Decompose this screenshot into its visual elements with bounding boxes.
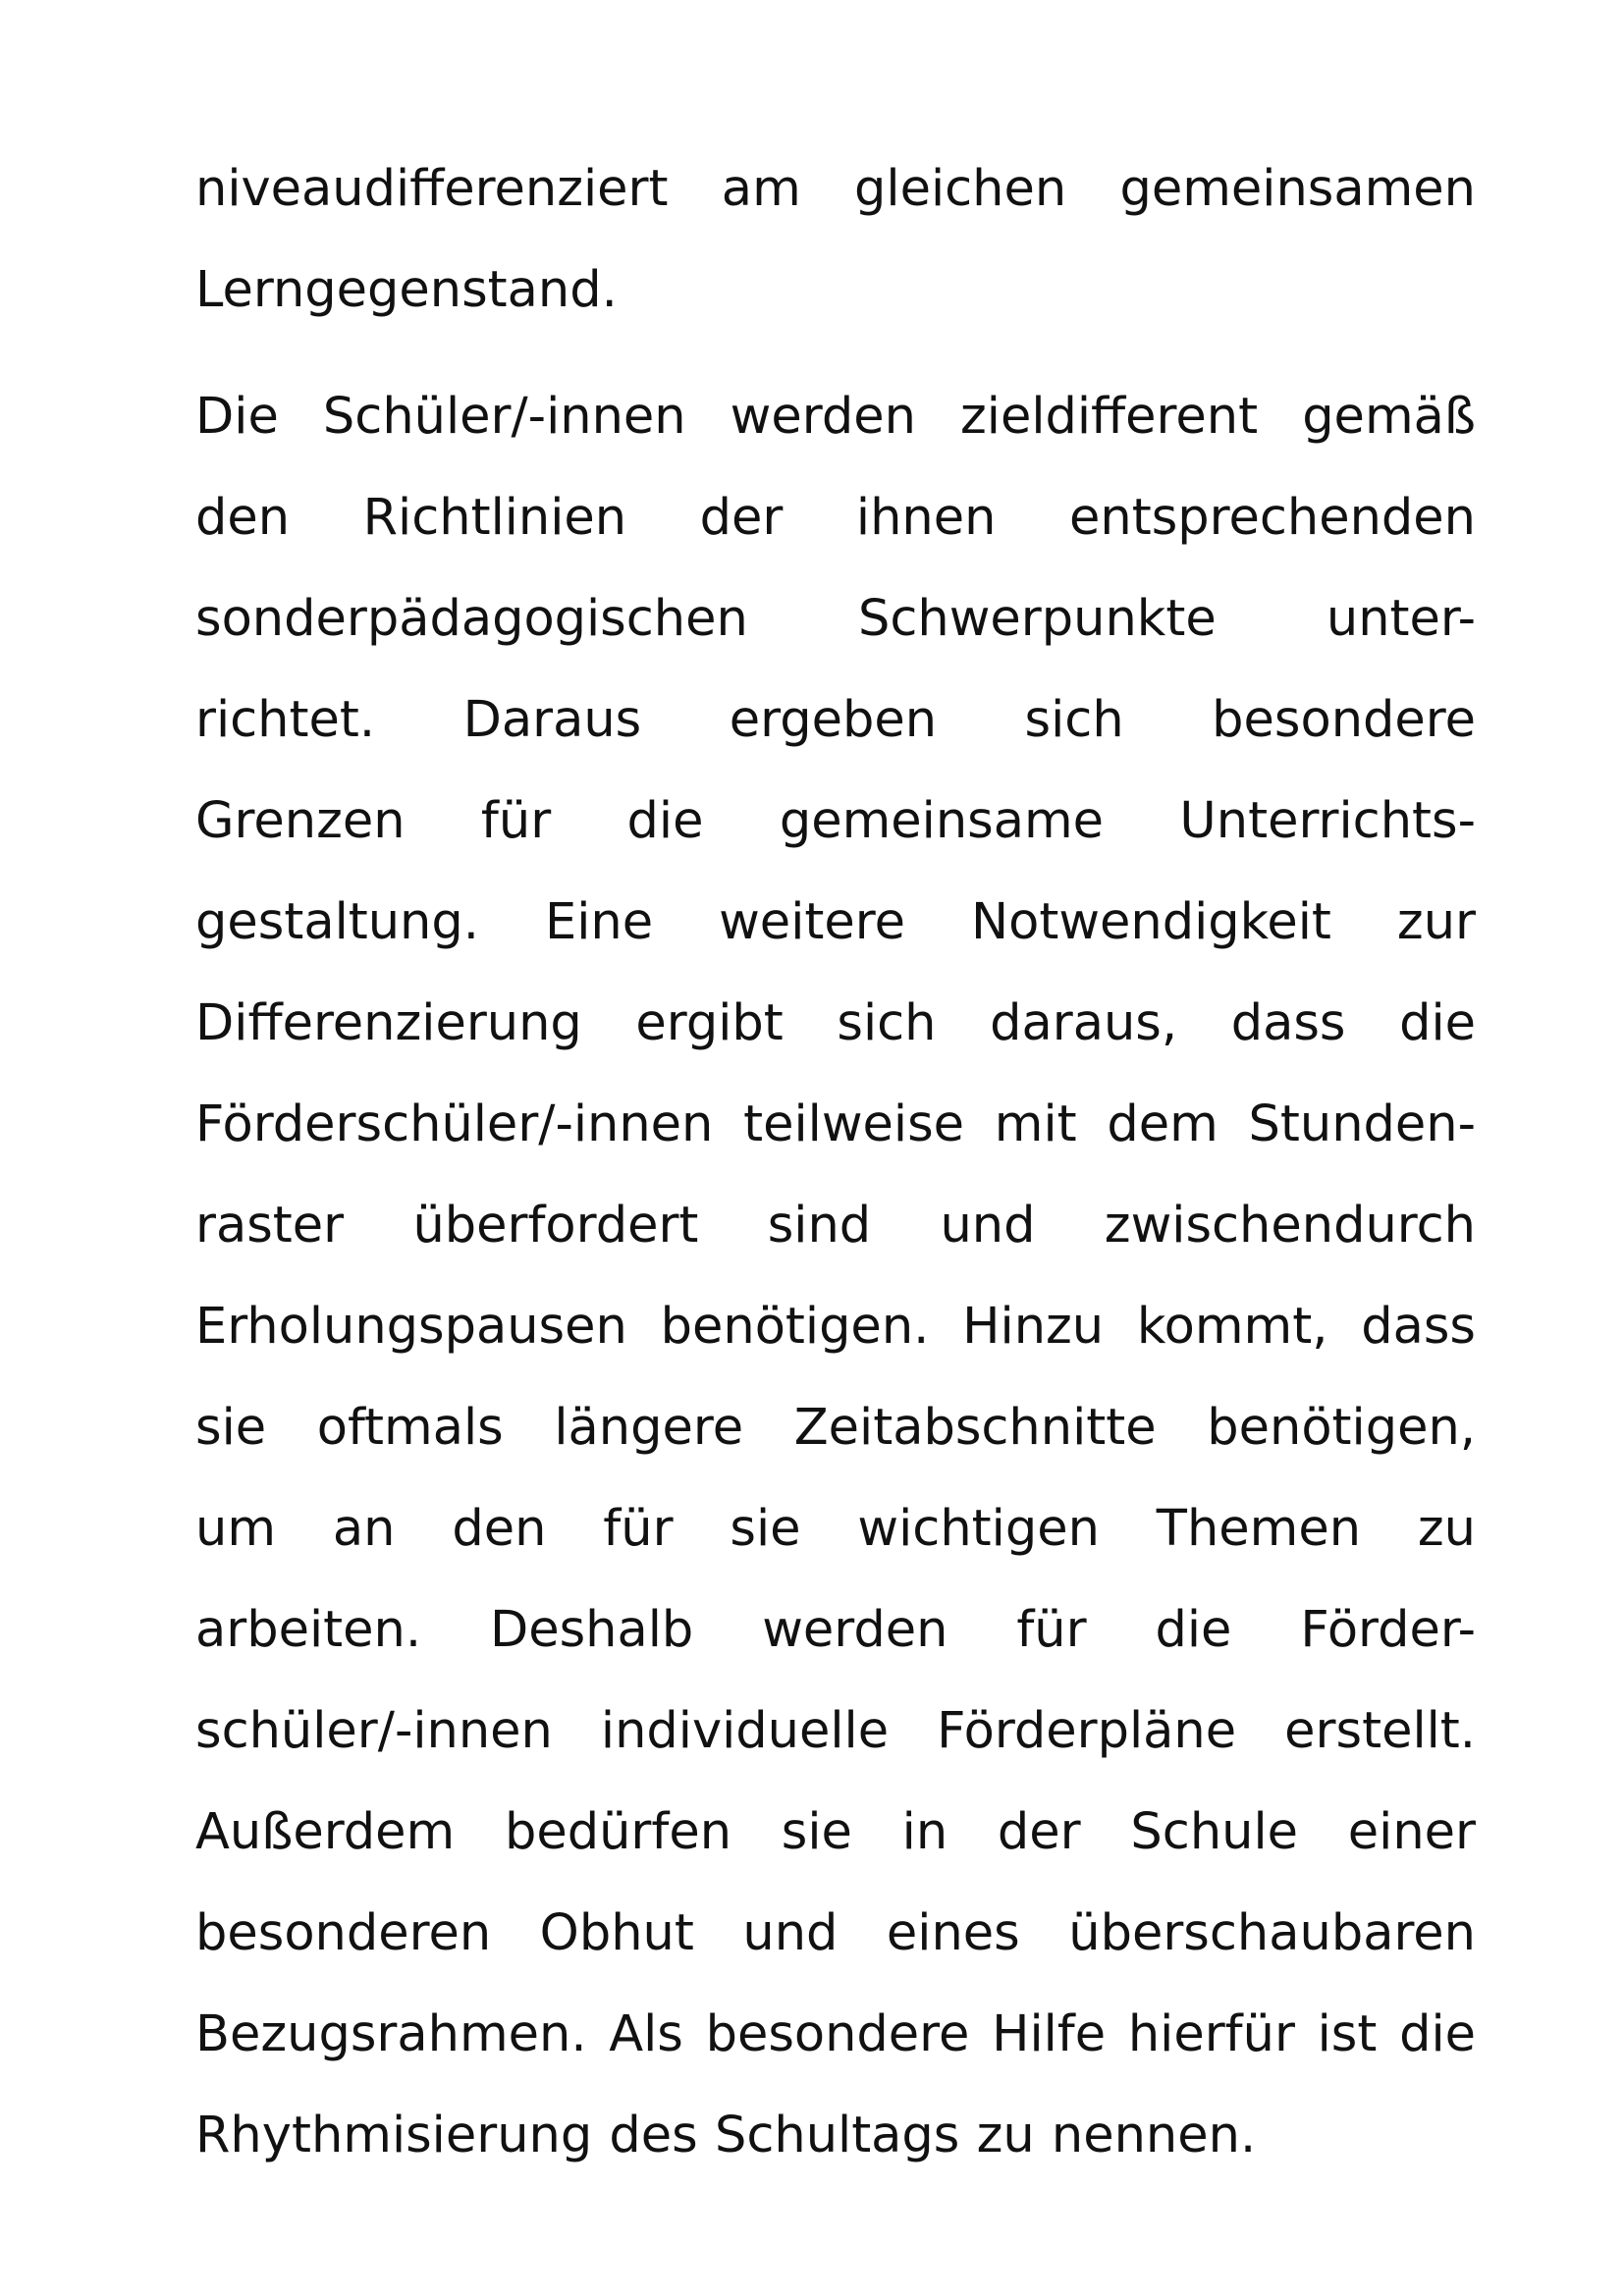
text-line: Differenzierung ergibt sich daraus, dass die — [195, 994, 1476, 1052]
text-line: um an den für sie wichtigen Themen zu — [195, 1500, 1476, 1558]
text-line: schüler/-innen individuelle Förderpläne erstellt. — [195, 1702, 1476, 1760]
body-text — [195, 155, 1476, 2203]
text-line: Außerdem bedürfen sie in der Schule einer — [195, 1803, 1476, 1861]
text-line: sonderpädagogischen Schwerpunkte unter- — [195, 590, 1476, 648]
text-line: Grenzen für die gemeinsame Unterrichts- — [195, 792, 1476, 850]
text-line: sie oftmals längere Zeitabschnitte benötigen, — [195, 1399, 1476, 1457]
paragraph-2 — [195, 383, 1476, 2203]
text-line: besonderen Obhut und eines überschaubaren — [195, 1904, 1476, 1962]
text-line: Rhythmisierung des Schultags zu nennen. — [195, 2107, 1257, 2164]
text-line: niveaudifferenziert am gleichen gemeinsamen — [195, 160, 1476, 218]
text-line: Lerngegenstand. — [195, 261, 618, 319]
text-line: Bezugsrahmen. Als besondere Hilfe hierfür ist die — [195, 2005, 1476, 2063]
text-line: den Richtlinien der ihnen entsprechenden — [195, 489, 1476, 547]
text-line: arbeiten. Deshalb werden für die Förder- — [195, 1601, 1476, 1659]
text-line: Förderschüler/-innen teilweise mit dem Stunden- — [195, 1095, 1476, 1153]
text-line: Die Schüler/-innen werden zieldifferent gemäß — [195, 388, 1476, 446]
text-line: richtet. Daraus ergeben sich besondere — [195, 691, 1476, 749]
text-line: Erholungspausen benötigen. Hinzu kommt, dass — [195, 1298, 1476, 1356]
paragraph-1 — [195, 155, 1476, 357]
text-line: raster überfordert sind und zwischendurch — [195, 1197, 1476, 1255]
text-line: gestaltung. Eine weitere Notwendigkeit zur — [195, 893, 1476, 951]
